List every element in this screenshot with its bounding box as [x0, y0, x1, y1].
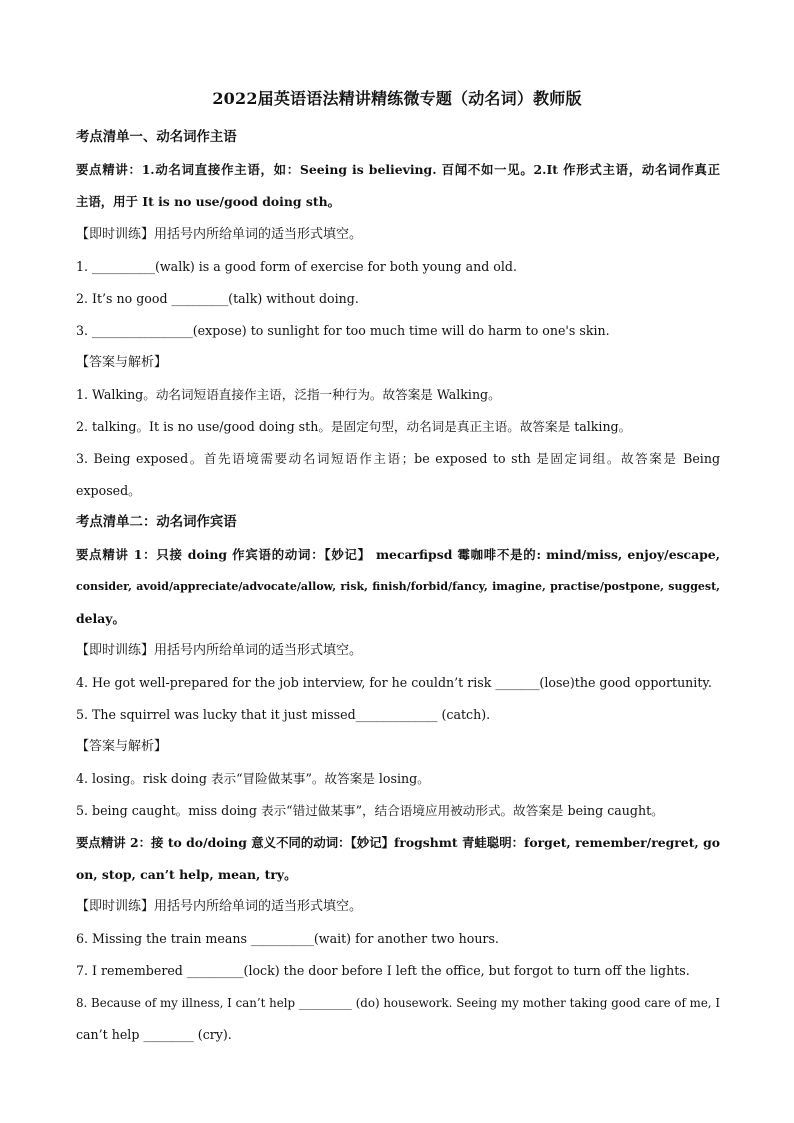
question-6: 6. Missing the train means __________(wait) for another two hours. — [76, 931, 499, 946]
answer-4: 4. losing。risk doing 表示“冒险做某事”。故答案是 losing。 — [76, 771, 430, 786]
answer-3-line2: exposed。 — [76, 483, 141, 498]
question-7: 7. I remembered _________(lock) the door before I left the office, but forgot to turn off the lights. — [76, 963, 690, 978]
section1-answers-label: 【答案与解析】 — [76, 355, 168, 370]
section2-keypoint1-line2: consider, avoid/appreciate/advocate/allow, risk, finish/forbid/fancy, imagine, practise/postpone, suggest, — [76, 580, 720, 593]
section1-practice-label: 【即时训练】用括号内所给单词的适当形式填空。 — [76, 227, 363, 242]
section2-answers-label: 【答案与解析】 — [76, 739, 168, 754]
section1-keypoint-line2: 主语，用于 It is no use/good doing sth。 — [76, 194, 340, 209]
section1-keypoint-line1: 要点精讲：1.动名词直接作主语，如：Seeing is believing. 百闻不如一见。2.It 作形式主语，动名词作真正 — [76, 162, 720, 177]
section2-keypoint1-line3: delay。 — [76, 611, 125, 626]
section2-keypoint2-line1: 要点精讲 2：接 to do/doing 意义不同的动词：【妙记】frogshmt 青蛙聪明：forget, remember/regret, go — [76, 835, 720, 850]
answer-1: 1. Walking。动名词短语直接作主语，泛指一种行为。故答案是 Walking。 — [76, 387, 501, 402]
question-2: 2. It’s no good _________(talk) without doing. — [76, 291, 359, 306]
section2-heading: 考点清单二：动名词作宾语 — [76, 514, 237, 530]
question-3: 3. ________________(expose) to sunlight for too much time will do harm to one's skin. — [76, 323, 610, 338]
answer-2: 2. talking。It is no use/good doing sth。是固定句型，动名词是真正主语。故答案是 talking。 — [76, 419, 632, 434]
page-title: 2022届英语语法精讲精练微专题（动名词）教师版 — [212, 89, 582, 108]
question-8-line1: 8. Because of my illness, I can’t help _________ (do) housework. Seeing my mother taking good care of me, I — [76, 996, 720, 1010]
question-8-line2: can’t help ________ (cry). — [76, 1027, 232, 1042]
question-1: 1. __________(walk) is a good form of exercise for both young and old. — [76, 259, 517, 274]
answer-3-line1: 3. Being exposed。首先语境需要动名词短语作主语；be exposed to sth 是固定词组。故答案是 Being — [76, 451, 720, 466]
answer-5: 5. being caught。miss doing 表示“错过做某事”，结合语境应用被动形式。故答案是 being caught。 — [76, 803, 664, 818]
section1-heading: 考点清单一、动名词作主语 — [76, 129, 237, 145]
section2-keypoint1-line1: 要点精讲 1：只接 doing 作宾语的动词：【妙记】 mecarfipsd 霉咖啡不是的: mind/miss, enjoy/escape, — [76, 547, 720, 562]
section2-keypoint2-line2: on, stop, can’t help, mean, try。 — [76, 867, 297, 882]
question-4: 4. He got well-prepared for the job interview, for he couldn’t risk _______(lose)the good opportunity. — [76, 675, 712, 690]
section2-practice-label: 【即时训练】用括号内所给单词的适当形式填空。 — [76, 643, 363, 658]
section2-practice2-label: 【即时训练】用括号内所给单词的适当形式填空。 — [76, 899, 363, 914]
question-5: 5. The squirrel was lucky that it just missed_____________ (catch). — [76, 707, 491, 722]
